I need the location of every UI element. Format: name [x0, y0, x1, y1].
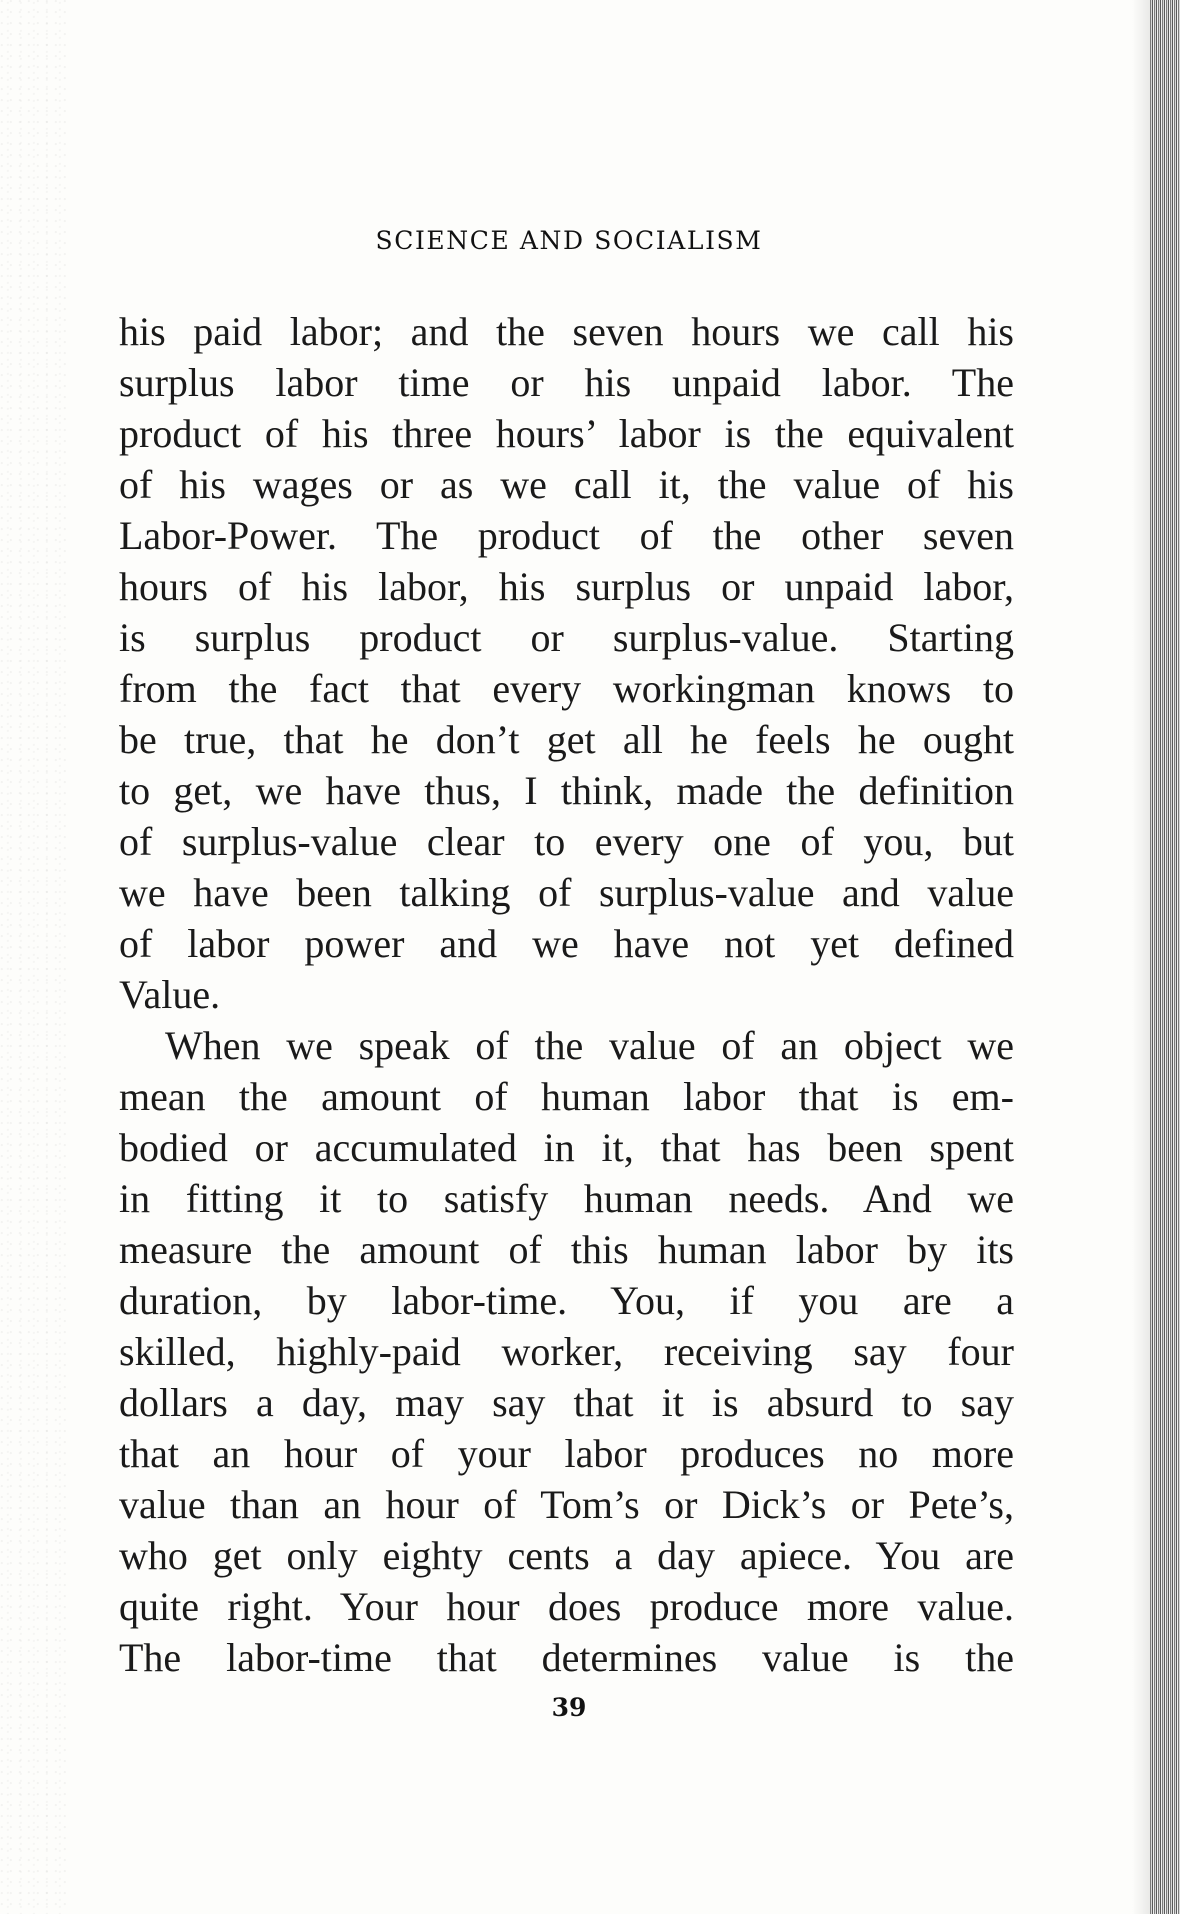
book-binding-edge: [1150, 0, 1180, 1914]
text-line: mean the amount of human labor that is em-: [119, 1074, 1014, 1119]
text-line: The labor-time that determines value is the: [119, 1635, 1014, 1680]
text-line: hours of his labor, his surplus or unpaid labor,: [119, 564, 1014, 609]
body-text: [119, 306, 1014, 1683]
text-line: Value.: [119, 972, 221, 1017]
page-edge-texture: [0, 0, 70, 1914]
paragraph-1: [119, 306, 1014, 1020]
text-line: duration, by labor-time. You, if you are a: [119, 1278, 1014, 1323]
text-line: of surplus-value clear to every one of you, but: [119, 819, 1014, 864]
text-line: product of his three hours’ labor is the equivalent: [119, 411, 1014, 456]
text-line: quite right. Your hour does produce more value.: [119, 1584, 1014, 1629]
text-line: dollars a day, may say that it is absurd to say: [119, 1380, 1014, 1425]
binding-shadow: [1132, 0, 1150, 1914]
text-line: of labor power and we have not yet defined: [119, 921, 1014, 966]
text-line: surplus labor time or his unpaid labor. The: [119, 360, 1014, 405]
text-line: of his wages or as we call it, the value of his: [119, 462, 1014, 507]
page-number: 39: [551, 1693, 587, 1722]
text-line: measure the amount of this human labor by its: [119, 1227, 1014, 1272]
paragraph-2: [119, 1020, 1014, 1683]
text-line: skilled, highly-paid worker, receiving say four: [119, 1329, 1014, 1374]
text-line: from the fact that every workingman knows to: [119, 666, 1014, 711]
text-line: bodied or accumulated in it, that has been spent: [119, 1125, 1014, 1170]
text-line: to get, we have thus, I think, made the definition: [119, 768, 1014, 813]
text-line: that an hour of your labor produces no more: [119, 1431, 1014, 1476]
text-line: is surplus product or surplus-value. Starting: [119, 615, 1014, 660]
text-line: value than an hour of Tom’s or Dick’s or Pete’s,: [119, 1482, 1014, 1527]
text-line: Labor-Power. The product of the other seven: [119, 513, 1014, 558]
text-line: we have been talking of surplus-value and value: [119, 870, 1014, 915]
running-head: SCIENCE AND SOCIALISM: [375, 226, 763, 255]
text-line: who get only eighty cents a day apiece. You are: [119, 1533, 1014, 1578]
text-line: When we speak of the value of an object we: [165, 1023, 1014, 1068]
text-line: his paid labor; and the seven hours we call his: [119, 309, 1014, 354]
text-line: in fitting it to satisfy human needs. And we: [119, 1176, 1014, 1221]
text-line: be true, that he don’t get all he feels he ought: [119, 717, 1014, 762]
